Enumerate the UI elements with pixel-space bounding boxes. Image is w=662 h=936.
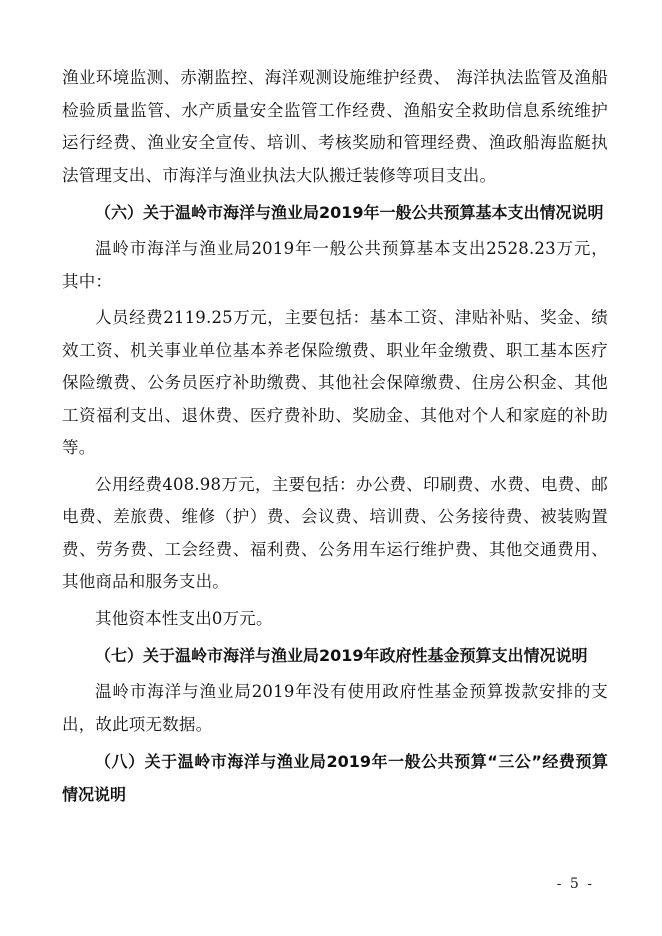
section-heading-8: （八）关于温岭市海洋与渔业局2019年一般公共预算“三公”经费预算情况说明 — [62, 752, 608, 804]
paragraph-public-expenses: 公用经费408.98万元，主要包括：办公费、印刷费、水费、电费、邮电费、差旅费、维修（护）费、会议费、培训费、公务接待费、被装购置费、劳务费、工会经费、福利费、公务用车运行维护费、其他交通费用、其他商品和服务支出。 — [62, 474, 608, 591]
document-body — [62, 62, 608, 811]
section-heading-7: （七）关于温岭市海洋与渔业局2019年政府性基金预算支出情况说明 — [95, 646, 588, 665]
paragraph-government-fund: 温岭市海洋与渔业局2019年没有使用政府性基金预算拨款安排的支出，故此项无数据。 — [62, 682, 608, 734]
paragraph-basic-expenditure-total: 温岭市海洋与渔业局2019年一般公共预算基本支出2528.23万元，其中： — [62, 239, 608, 291]
section-heading-6: （六）关于温岭市海洋与渔业局2019年一般公共预算基本支出情况说明 — [95, 203, 604, 222]
paragraph-personnel-expenses: 人员经费2119.25万元，主要包括：基本工资、津贴补贴、奖金、绩效工资、机关事业单位基本养老保险缴费、职业年金缴费、职工基本医疗保险缴费、公务员医疗补助缴费、其他社会保障缴费、住房公积金、其他工资福利支出、退休费、医疗费补助、奖励金、其他对个人和家庭的补助等。 — [62, 308, 608, 457]
paragraph-project-expenditures: 渔业环境监测、赤潮监控、海洋观测设施维护经费、 海洋执法监管及渔船检验质量监管、水产质量安全监管工作经费、渔船安全救助信息系统维护运行经费、渔业安全宣传、培训、考核奖励和管理经费、渔政船海监艇执法管理支出、市海洋与渔业执法大队搬迁装修等项目支出。 — [62, 68, 608, 185]
page-number: - 5 - — [556, 876, 594, 892]
paragraph-capital-expenses: 其他资本性支出0万元。 — [95, 608, 273, 628]
